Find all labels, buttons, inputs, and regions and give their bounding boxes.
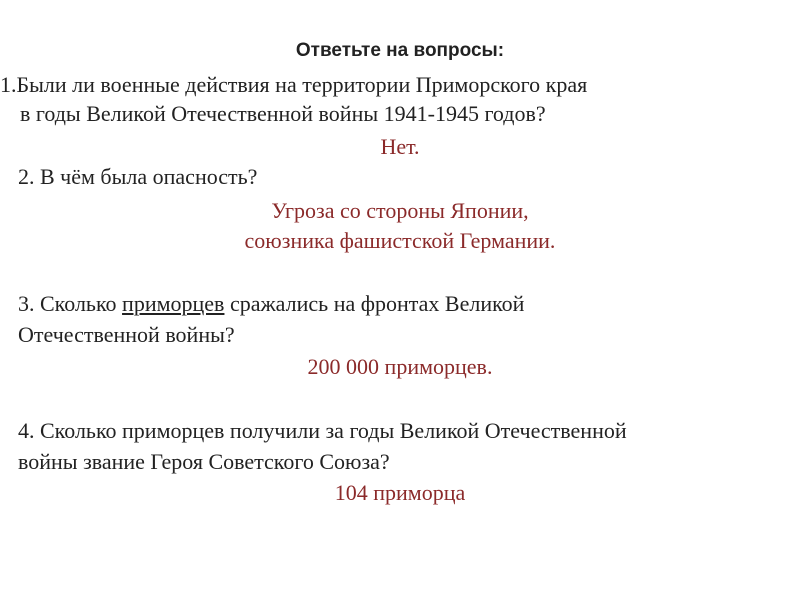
question-3-underlined-word: приморцев: [122, 291, 225, 316]
answer-3: 200 000 приморцев.: [307, 354, 493, 379]
question-4-line-1: 4. Сколько приморцев получили за годы Великой Отечественной: [18, 418, 627, 443]
question-1-line-1: 1.Были ли военные действия на территории Приморского края: [0, 72, 588, 97]
slide-title: Ответьте на вопросы:: [295, 40, 505, 61]
answer-1: Нет.: [380, 134, 420, 159]
question-1-line-2: в годы Великой Отечественной войны 1941-1945 годов?: [20, 101, 546, 126]
answer-4: 104 приморца: [334, 480, 466, 505]
answer-2-line-2: союзника фашистской Германии.: [244, 228, 556, 253]
question-3-prefix: 3. Сколько: [18, 291, 123, 316]
question-3-line-2: Отечественной войны?: [18, 322, 235, 347]
question-3-suffix: сражались на фронтах Великой: [224, 291, 525, 316]
question-2-line-1: 2. В чём была опасность?: [18, 164, 258, 189]
question-4-line-2: войны звание Героя Советского Союза?: [18, 449, 390, 474]
answer-2-line-1: Угроза со стороны Японии,: [271, 198, 529, 223]
question-3-line-1: [18, 291, 524, 317]
